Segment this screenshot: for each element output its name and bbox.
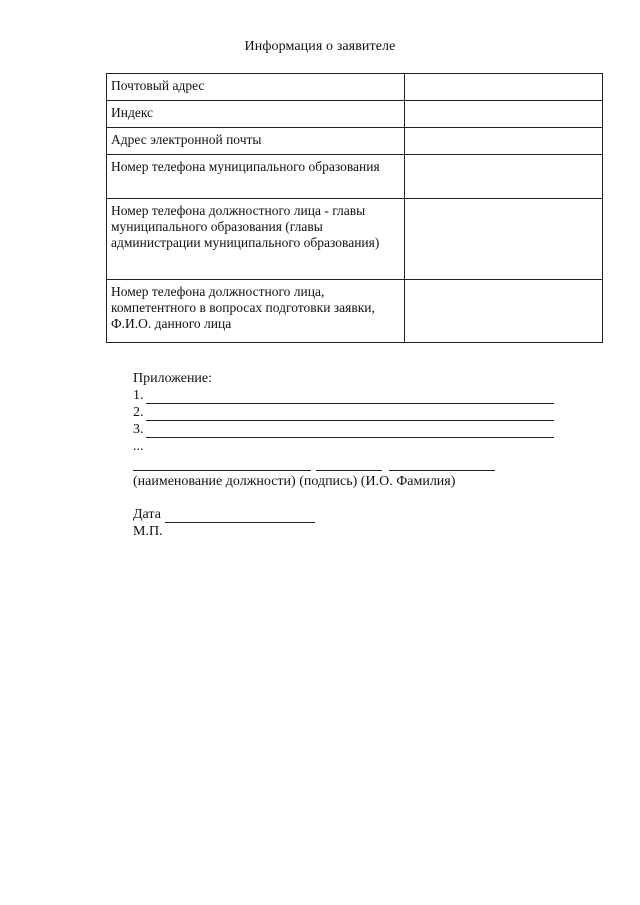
row-value-head-phone[interactable] <box>405 199 603 280</box>
table-row <box>107 280 603 343</box>
row-label-postal-address: Почтовый адрес <box>107 74 405 101</box>
attachment-number: 1. <box>133 388 144 403</box>
attachment-number: 3. <box>133 422 144 437</box>
row-value-email[interactable] <box>405 128 603 155</box>
position-line[interactable] <box>133 470 311 471</box>
row-label-email: Адрес электронной почты <box>107 128 405 155</box>
row-label-index: Индекс <box>107 101 405 128</box>
signature-line[interactable] <box>316 470 382 471</box>
row-value-municipality-phone[interactable] <box>405 155 603 199</box>
table-row <box>107 128 603 155</box>
table-row <box>107 101 603 128</box>
attachment-number: 2. <box>133 405 144 420</box>
attachment-fill-line <box>146 390 554 404</box>
attachments-section <box>133 370 563 455</box>
attachment-fill-line <box>146 424 554 438</box>
signature-lines <box>133 470 498 472</box>
attachment-line-1[interactable] <box>133 387 563 404</box>
table-row <box>107 74 603 101</box>
attachment-fill-line <box>146 407 554 421</box>
attachments-ellipsis: ... <box>133 439 144 454</box>
applicant-info-table <box>106 73 603 343</box>
page-title: Информация о заявителе <box>244 39 396 54</box>
table-row <box>107 155 603 199</box>
row-label-head-phone: Номер телефона должностного лица - главы муниципального образования (главы администрации муниципального образования) <box>107 199 405 280</box>
attachment-line-3[interactable] <box>133 421 563 438</box>
date-row <box>133 507 315 523</box>
row-label-municipality-phone: Номер телефона муниципального образования <box>107 155 405 199</box>
row-label-responsible-person: Номер телефона должностного лица, компетентного в вопросах подготовки заявки, Ф.И.О. данного лица <box>107 280 405 343</box>
attachments-heading: Приложение: <box>133 371 213 386</box>
row-value-postal-address[interactable] <box>405 74 603 101</box>
date-fill-line[interactable] <box>165 508 315 523</box>
signature-caption: (наименование должности) (подпись) (И.О. Фамилия) <box>133 474 456 489</box>
row-value-responsible-person[interactable] <box>405 280 603 343</box>
date-label: Дата <box>133 507 161 522</box>
attachment-line-2[interactable] <box>133 404 563 421</box>
name-line[interactable] <box>389 470 495 471</box>
table-row <box>107 199 603 280</box>
stamp-label: М.П. <box>133 524 163 539</box>
row-value-index[interactable] <box>405 101 603 128</box>
